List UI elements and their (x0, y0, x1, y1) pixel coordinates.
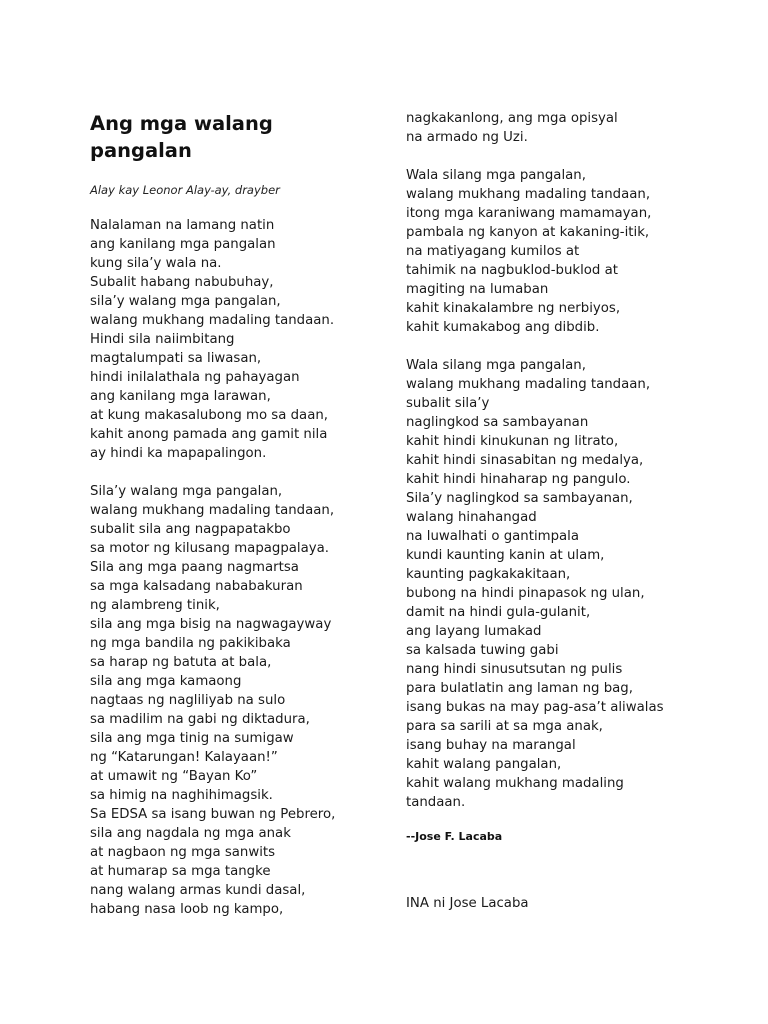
poem-line: para sa sarili at sa mga anak, (406, 719, 603, 734)
poem-line: nang hindi sinusutsutan ng pulis (406, 662, 623, 677)
poem-line: nagtaas ng nagliliyab na sulo (90, 693, 286, 708)
poem-line: walang mukhang madaling tandaan, (90, 503, 335, 518)
poem-line: ng alambreng tinik, (90, 598, 220, 613)
poem-line: na luwalhati o gantimpala (406, 529, 580, 544)
poem-line: at kung makasalubong mo sa daan, (90, 408, 328, 423)
poem-line: pambala ng kanyon at kakaning-itik, (406, 225, 650, 240)
poem-line: Nalalaman na lamang natin (90, 218, 275, 233)
poem-line: walang hinahangad (406, 510, 537, 525)
poem-line: sa motor ng kilusang mapagpalaya. (90, 541, 330, 556)
poem-line: Subalit habang nabubuhay, (90, 275, 274, 290)
poem-title-line-1: Ang mga walang (90, 112, 273, 135)
poem-line: Wala silang mga pangalan, (406, 168, 586, 183)
poem-line: ng mga bandila ng pakikibaka (90, 636, 291, 651)
poem-line: bubong na hindi pinapasok ng ulan, (406, 586, 645, 601)
poem-line: para bulatlatin ang laman ng bag, (406, 681, 633, 696)
poem-line: nang walang armas kundi dasal, (90, 883, 306, 898)
poem-line: kahit kinakalambre ng nerbiyos, (406, 301, 621, 316)
poem-line: sa kalsada tuwing gabi (406, 643, 559, 658)
poem-line: Sila’y naglingkod sa sambayanan, (406, 491, 633, 506)
poem-line: Sila’y walang mga pangalan, (90, 484, 283, 499)
poem-line: ang layang lumakad (406, 624, 542, 639)
poem-line: ang kanilang mga larawan, (90, 389, 271, 404)
poem-line: sila ang mga bisig na nagwagayway (90, 617, 332, 632)
poem-line: naglingkod sa sambayanan (406, 415, 589, 430)
poem-line: damit na hindi gula-gulanit, (406, 605, 591, 620)
poem-line: subalit sila ang nagpapatakbo (90, 522, 291, 537)
poem-line: ang kanilang mga pangalan (90, 237, 276, 252)
poem-line: tandaan. (406, 795, 466, 810)
poem-line: walang mukhang madaling tandaan. (90, 313, 335, 328)
poem-line: at humarap sa mga tangke (90, 864, 271, 879)
poem-line: isang bukas na may pag-asa’t aliwalas (406, 700, 664, 715)
poem-line: ay hindi ka mapapalingon. (90, 446, 267, 461)
stanza-break (406, 147, 664, 166)
poem-line: hindi inilalathala ng pahayagan (90, 370, 300, 385)
poem-body-right (406, 109, 664, 812)
poem-line: Wala silang mga pangalan, (406, 358, 586, 373)
poem-line: sa harap ng batuta at bala, (90, 655, 272, 670)
poem-line: na armado ng Uzi. (406, 130, 528, 145)
poem-line: walang mukhang madaling tandaan, (406, 377, 651, 392)
poem-line: sila ang nagdala ng mga anak (90, 826, 291, 841)
poem-line: nagkakanlong, ang mga opisyal (406, 111, 618, 126)
poem-line: kaunting pagkakakitaan, (406, 567, 571, 582)
stanza-break (406, 337, 664, 356)
poem-line: magtalumpati sa liwasan, (90, 351, 262, 366)
poem-line: at nagbaon ng mga sanwits (90, 845, 276, 860)
poem-line: Sa EDSA sa isang buwan ng Pebrero, (90, 807, 336, 822)
poem-line: magiting na lumaban (406, 282, 549, 297)
poem-line: kahit hindi sinasabitan ng medalya, (406, 453, 644, 468)
poem-line: sila ang mga kamaong (90, 674, 242, 689)
poem-line: habang nasa loob ng kampo, (90, 902, 284, 917)
poem-line: kahit hindi hinaharap ng pangulo. (406, 472, 631, 487)
poem-line: kahit hindi kinukunan ng litrato, (406, 434, 619, 449)
poem-title (90, 110, 273, 164)
poem-line: sa madilim na gabi ng diktadura, (90, 712, 310, 727)
next-poem-title: INA ni Jose Lacaba (406, 896, 529, 911)
poem-line: kahit walang pangalan, (406, 757, 562, 772)
poem-line: at umawit ng “Bayan Ko” (90, 769, 258, 784)
poem-body-left (90, 216, 335, 919)
poem-line: subalit sila’y (406, 396, 490, 411)
poem-line: tahimik na nagbuklod-buklod at (406, 263, 618, 278)
poem-line: kahit anong pamada ang gamit nila (90, 427, 328, 442)
poem-line: kundi kaunting kanin at ulam, (406, 548, 605, 563)
poem-line: kung sila’y wala na. (90, 256, 222, 271)
poem-line: isang buhay na marangal (406, 738, 576, 753)
poem-author: --Jose F. Lacaba (406, 830, 503, 843)
poem-line: ng “Katarungan! Kalayaan!” (90, 750, 278, 765)
poem-line: walang mukhang madaling tandaan, (406, 187, 651, 202)
stanza-break (90, 463, 335, 482)
poem-line: Sila ang mga paang nagmartsa (90, 560, 299, 575)
poem-line: sa himig na naghihimagsik. (90, 788, 273, 803)
poem-line: sila’y walang mga pangalan, (90, 294, 281, 309)
poem-line: kahit walang mukhang madaling (406, 776, 624, 791)
poem-line: itong mga karaniwang mamamayan, (406, 206, 652, 221)
poem-line: sila ang mga tinig na sumigaw (90, 731, 294, 746)
poem-title-line-2: pangalan (90, 139, 192, 162)
poem-line: kahit kumakabog ang dibdib. (406, 320, 600, 335)
poem-dedication: Alay kay Leonor Alay-ay, drayber (90, 183, 280, 197)
poem-line: Hindi sila naiimbitang (90, 332, 235, 347)
poem-line: sa mga kalsadang nababakuran (90, 579, 303, 594)
poem-line: na matiyagang kumilos at (406, 244, 580, 259)
